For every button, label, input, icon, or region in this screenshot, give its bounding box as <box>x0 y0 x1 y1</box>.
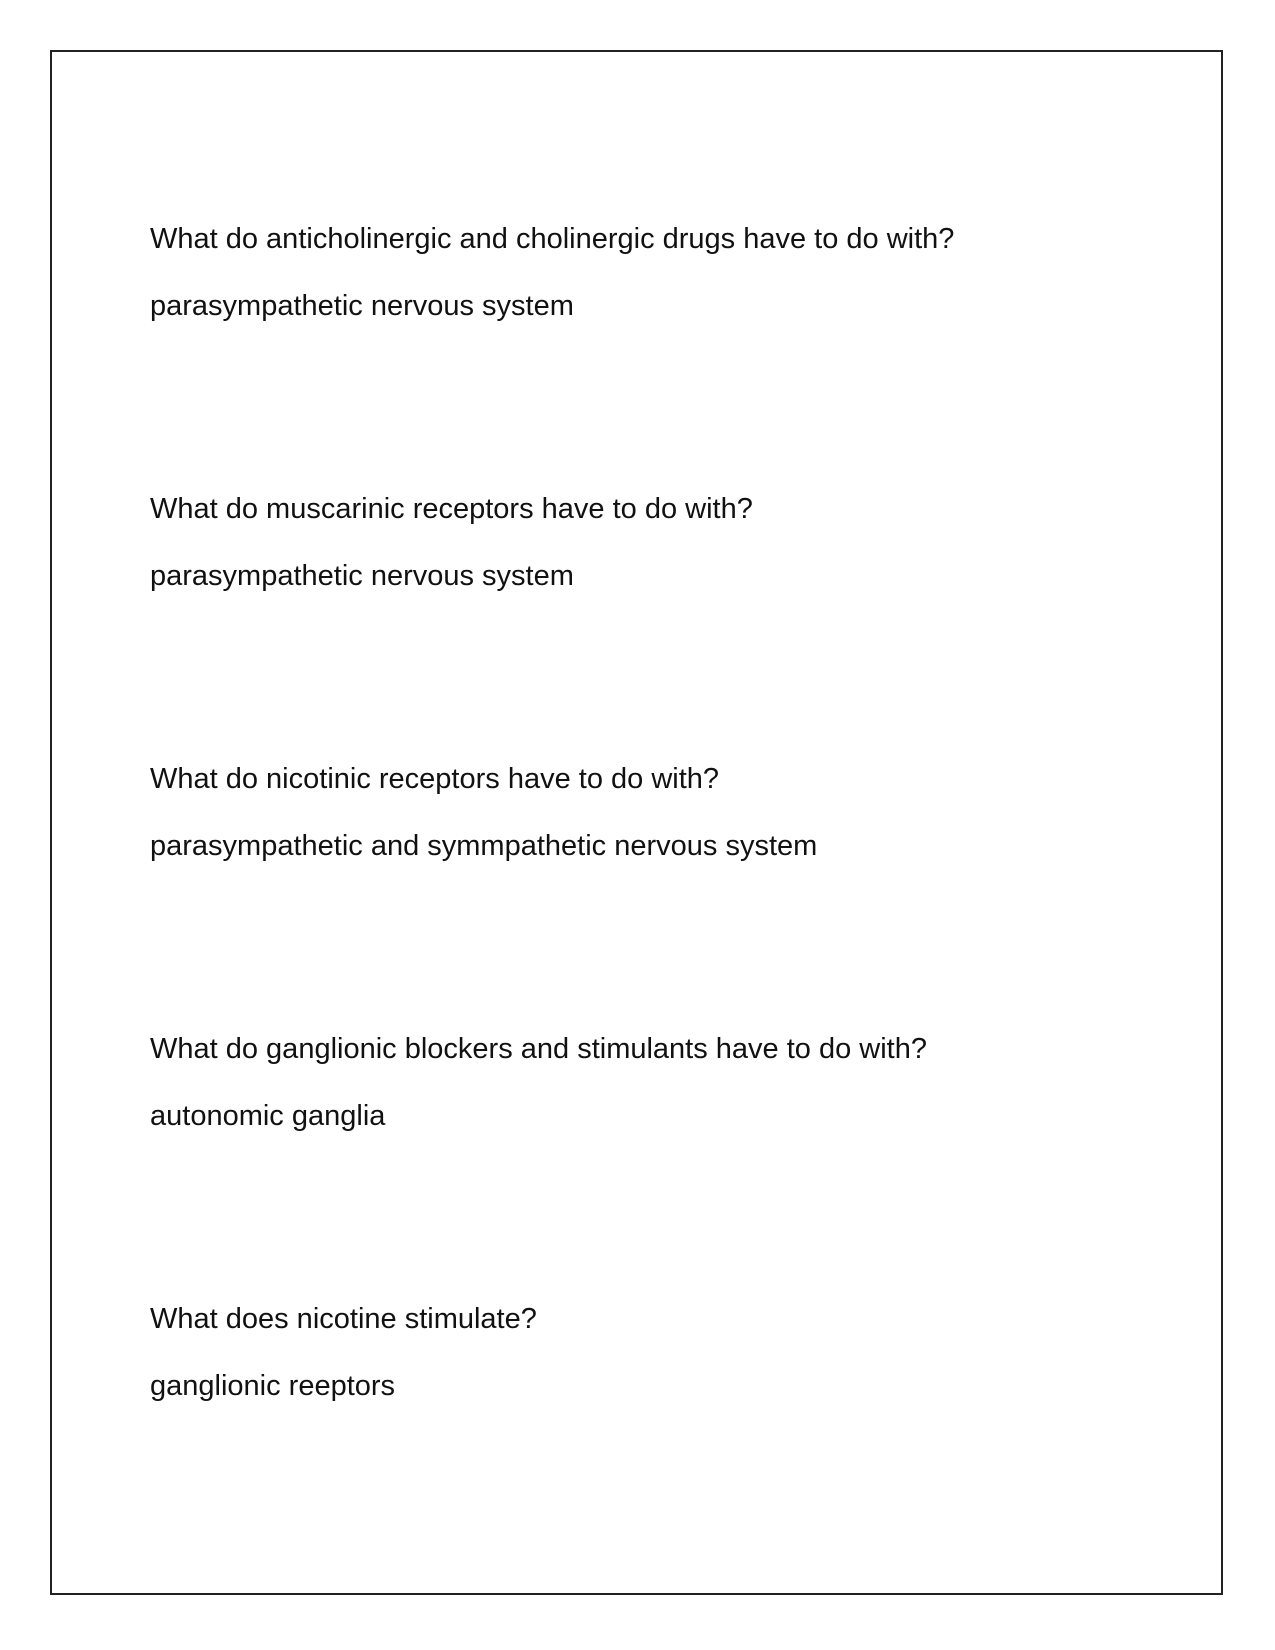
question-text: What do nicotinic receptors have to do with? <box>150 763 720 795</box>
question-text: What does nicotine stimulate? <box>150 1303 537 1335</box>
qa-item <box>150 1032 1150 1133</box>
question-text: What do anticholinergic and cholinergic drugs have to do with? <box>150 223 955 255</box>
qa-item <box>150 492 1150 593</box>
answer-text: ganglionic reeptors <box>150 1370 396 1402</box>
answer-text: parasympathetic nervous system <box>150 560 574 592</box>
qa-item <box>150 762 1150 863</box>
question-text: What do ganglionic blockers and stimulants have to do with? <box>150 1033 927 1065</box>
answer-text: parasympathetic and symmpathetic nervous system <box>150 830 818 862</box>
question-text: What do muscarinic receptors have to do with? <box>150 493 753 525</box>
answer-text: autonomic ganglia <box>150 1100 386 1132</box>
qa-item <box>150 1302 1150 1403</box>
answer-text: parasympathetic nervous system <box>150 290 574 322</box>
qa-item <box>150 222 1150 323</box>
